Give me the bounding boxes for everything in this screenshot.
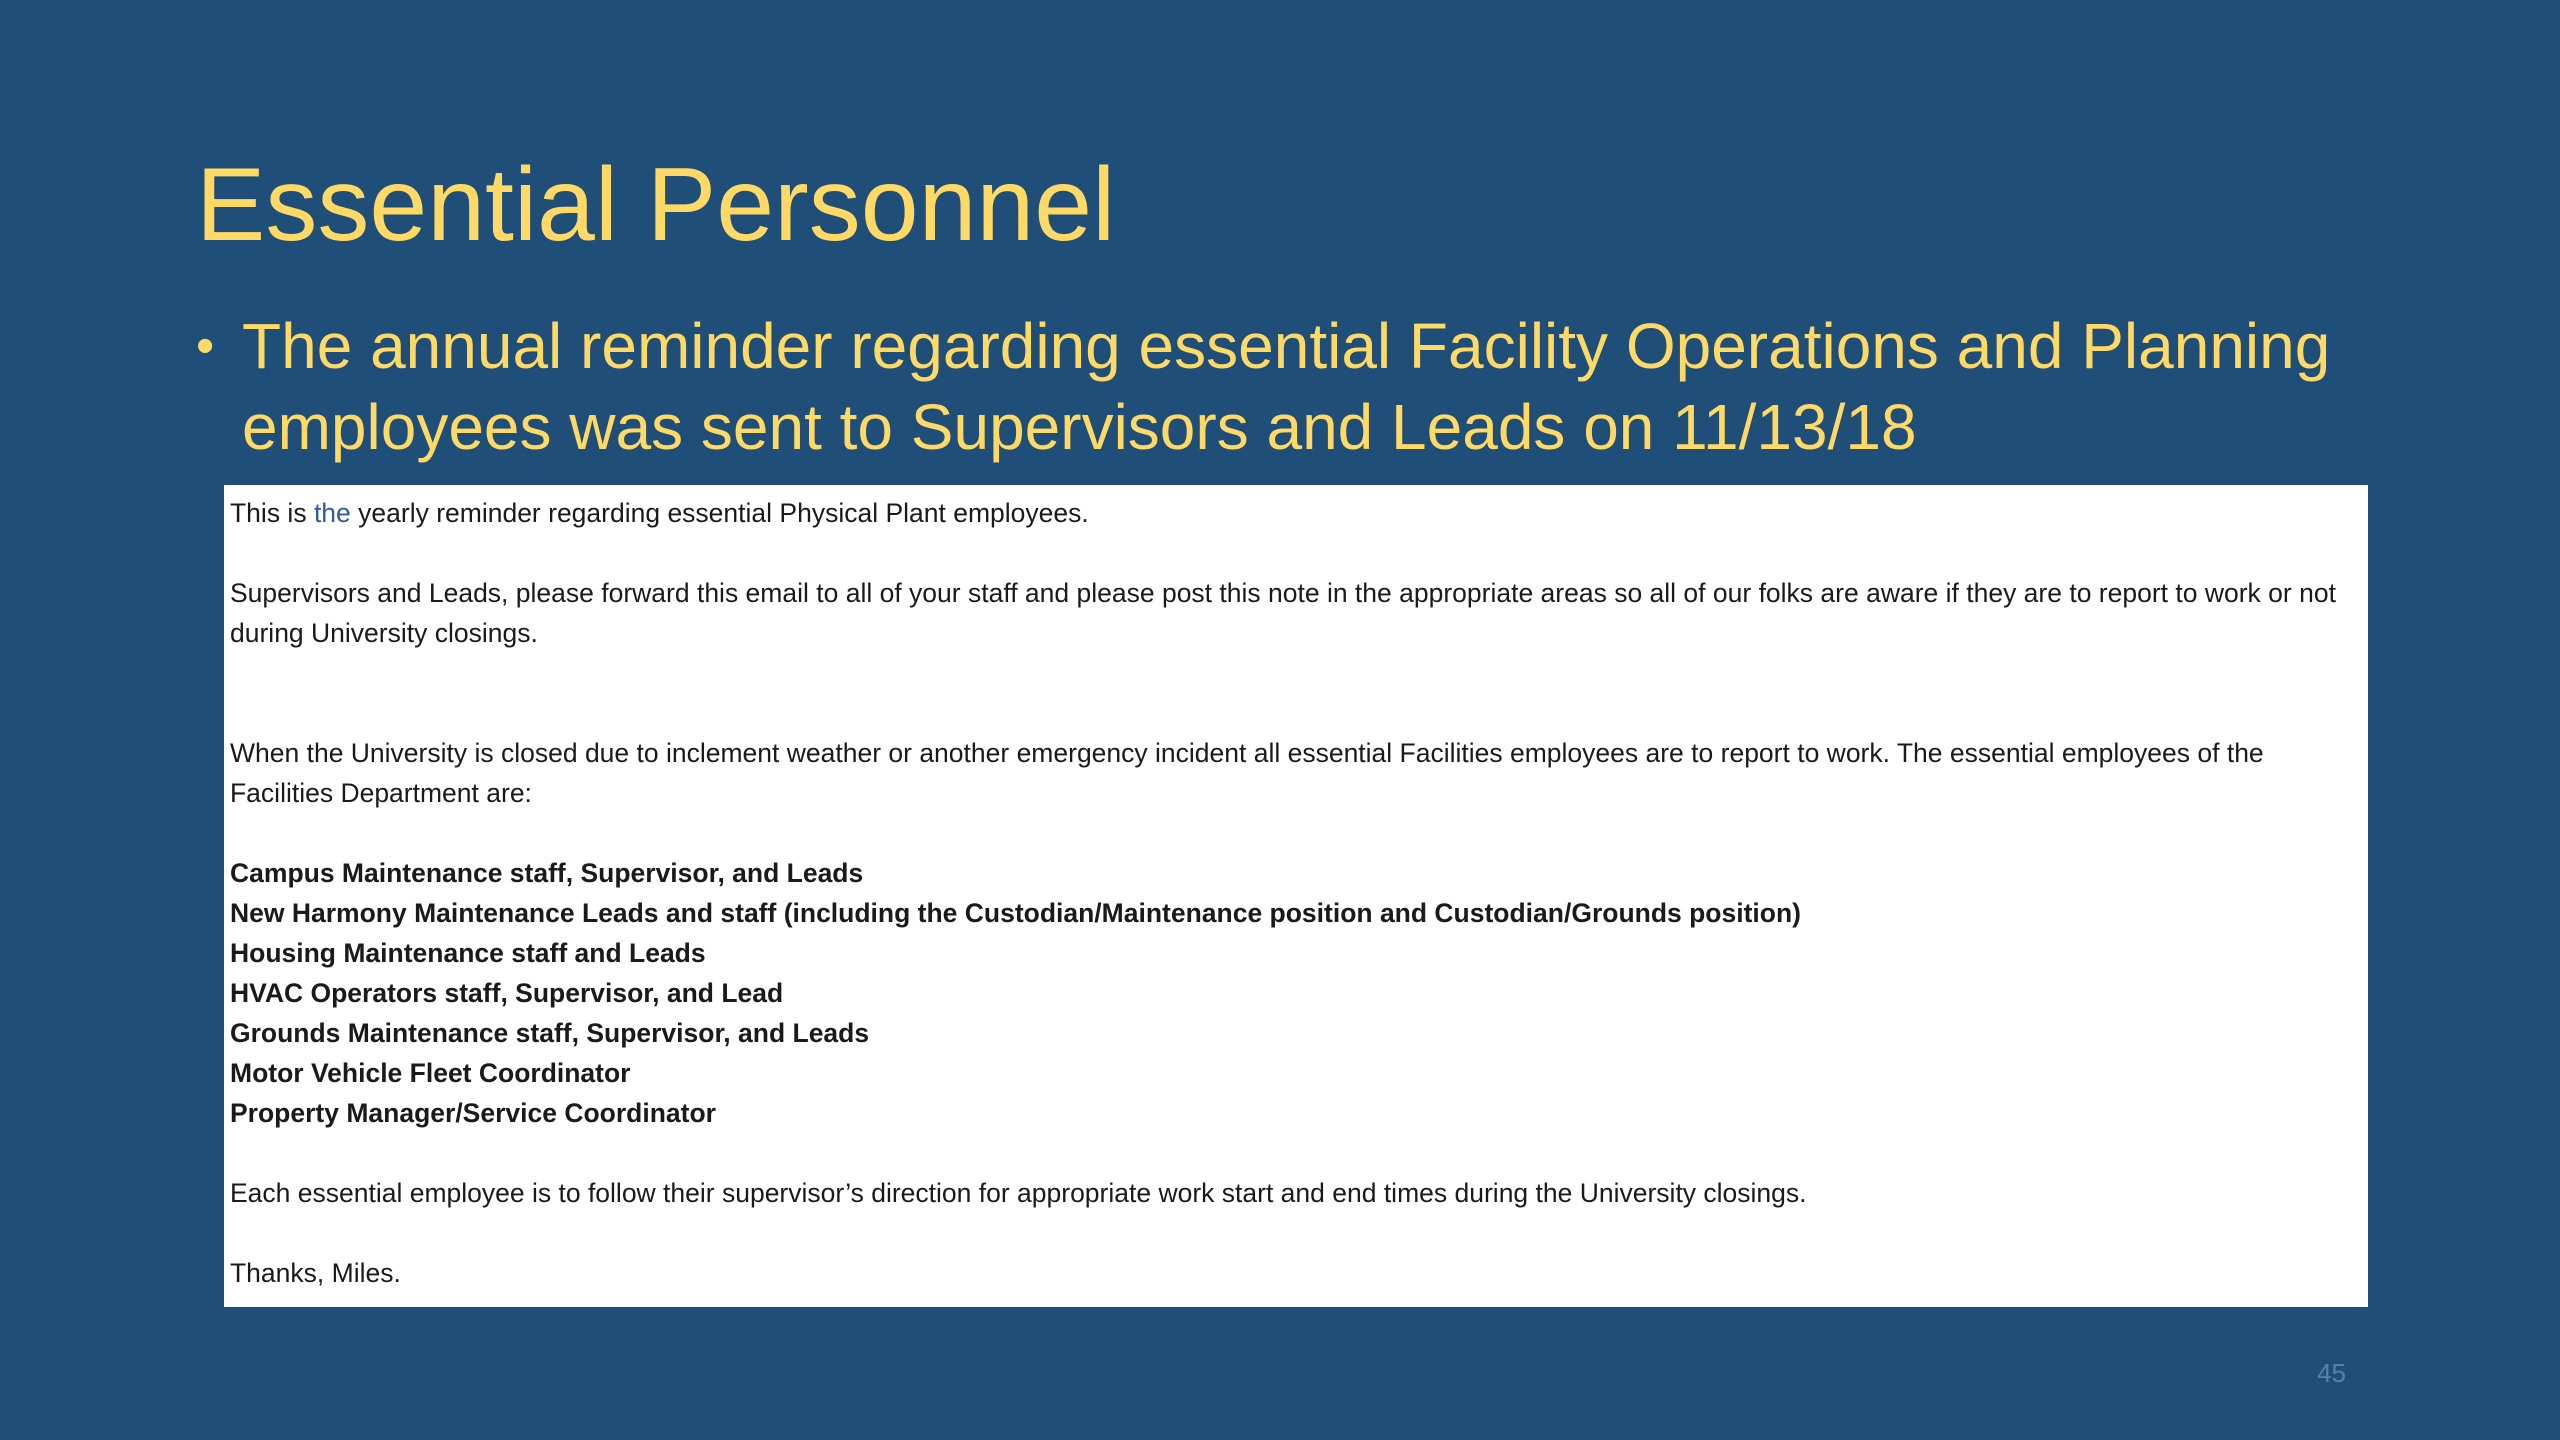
- list-item: Grounds Maintenance staff, Supervisor, and Leads: [230, 1018, 870, 1048]
- email-paragraph-forward: Supervisors and Leads, please forward this email to all of your staff and please post this note in the appropriate areas so all of our folks are aware if they are to report to work or not during University closings.: [230, 578, 2336, 648]
- list-item: Motor Vehicle Fleet Coordinator: [230, 1058, 631, 1088]
- spacer: [230, 1133, 2358, 1173]
- email-signoff: Thanks, Miles.: [230, 1258, 401, 1288]
- bullet-text: The annual reminder regarding essential Facility Operations and Planning employees was sent to Supervisors and Leads on 11/13/18: [242, 310, 2331, 463]
- list-item: Campus Maintenance staff, Supervisor, and Leads: [230, 858, 864, 888]
- page-number: 45: [2317, 1358, 2346, 1388]
- list-item: Housing Maintenance staff and Leads: [230, 938, 706, 968]
- email-intro: [230, 493, 2358, 533]
- slide-title: Essential Personnel: [196, 147, 1116, 263]
- list-item: New Harmony Maintenance Leads and staff (including the Custodian/Maintenance position and Custodian/Grounds position): [230, 898, 1801, 928]
- email-intro-suffix: yearly reminder regarding essential Physical Plant employees.: [350, 498, 1089, 528]
- list-item: Property Manager/Service Coordinator: [230, 1098, 716, 1128]
- email-screenshot: [224, 485, 2368, 1307]
- spacer: [230, 653, 2358, 733]
- email-intro-highlight: the: [313, 498, 351, 528]
- essential-employee-list: [230, 853, 2358, 1133]
- spacer: [230, 533, 2358, 573]
- spacer: [230, 813, 2358, 853]
- email-paragraph-closure: When the University is closed due to inclement weather or another emergency incident all essential Facilities employees are to report to work. The essential employees of the Facilities Department are:: [230, 738, 2264, 808]
- email-paragraph-direction: Each essential employee is to follow their supervisor’s direction for appropriate work start and end times during the University closings.: [230, 1178, 1807, 1208]
- bullet-symbol: •: [196, 317, 215, 375]
- list-item: HVAC Operators staff, Supervisor, and Lead: [230, 978, 784, 1008]
- email-intro-prefix: This is: [230, 498, 314, 528]
- spacer: [230, 1213, 2358, 1253]
- bullet-point: [196, 306, 2396, 468]
